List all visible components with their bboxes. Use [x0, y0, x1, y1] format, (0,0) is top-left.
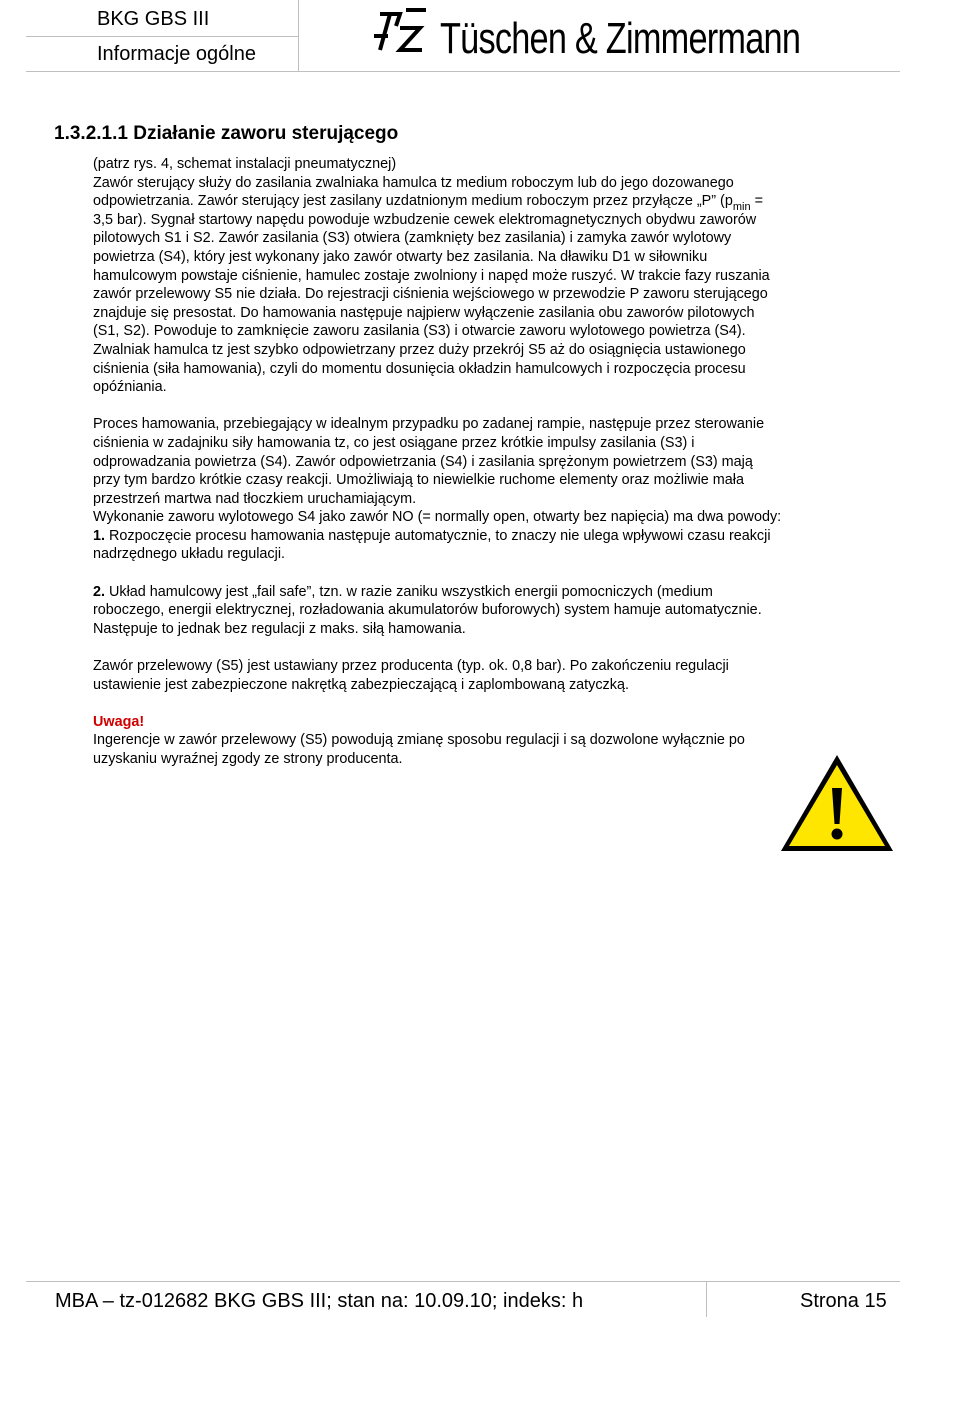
reason-1-text: Rozpoczęcie procesu hamowania następuje automatycznie, to znaczy nie ulega wpływowi czasu reakcji nadrzędnego układu regulacji. [93, 527, 771, 563]
footer-line [26, 1281, 900, 1282]
footer-page-number: Strona 15 [800, 1290, 887, 1312]
header-title: BKG GBS III [97, 8, 210, 30]
company-name: Tüschen & Zimmermann [440, 14, 801, 63]
warning-text: Ingerencje w zawór przelewowy (S5) powodują zmianę sposobu regulacji i są dozwolone wyłącznie po uzyskaniu wyraźnej zgody ze strony producenta. [93, 732, 745, 767]
paragraph-intro [93, 155, 783, 397]
page-header [0, 0, 960, 80]
reason-2-text: Układ hamulcowy jest „fail safe”, tzn. w razie zaniku wszystkich energii pomocniczych (medium roboczego, energii elektrycznej, rozładowania akumulatorów buforowych) system hamuje automatycznie. Następuje to jednak bez regulacji z maks. siłą hamowania. [93, 583, 762, 637]
paragraph-text: Zawór sterujący służy do zasilania zwalniaka hamulca tz medium roboczym lub do jego dozowanego odpowietrzania. Zawór sterujący jest zasilany uzdatnionym medium roboczym przez przyłącze „P” (p [93, 174, 734, 210]
paragraph-text-cont: = 3,5 bar). Sygnał startowy napędu powoduje wzbudzenie cewek elektromagnetycznych obydwu zaworów pilotowych S1 i S2. Zawór zasilania (S3) otwiera (zamknięty bez zasilania) i zamyka zawór wylotowy powietrza (S4), który jest wykonany jako zawór otwarty bez zasilania. Na dławiku D1 w siłowniku hamulcowym powstaje ciśnienie, hamulec zostaje zwolniony i napęd może ruszyć. W trakcie fazy ruszania zawór przelewowy S5 nie działa. Do rejestracji ciśnienia wejściowego w przewodzie P zaworu sterującego znajduje się presostat. Do hamowania następuje najpierw wyłączenie zasilania obu zaworów pilotowych (S1, S2). Powoduje to zamknięcie zaworu zasilania (S3) i otwarcie zaworu wylotowego powietrza (S4). Zwalniak hamulca tz jest szybko odpowietrzany przez duży przekrój S5 aż do osiągnięcia ustawionego ciśnienia (siła hamowania), czyli do momentu dosunięcia okładzin hamulcowych i rozpoczęcia procesu opóźniania. [93, 193, 770, 396]
tz-logo-icon [366, 6, 432, 56]
subscript-min: min [732, 201, 751, 214]
paragraph-braking: Proces hamowania, przebiegający w idealnym przypadku po zadanej rampie, następuje przez sterowanie ciśnienia w zadajniku siły hamowania tz, co jest osiągane przez krótkie impulsy zasilania (S3) i odprowadzania powietrza (S4). Zawór odpowietrzania (S4) i zasilania sprężonym powietrzem (S3) mają przy tym bardzo krótkie czasy reakcji. Umożliwiają to niewielkie ruchome elementy oraz możliwie mała przestrzeń martwa nad tłoczkiem uruchamiającym. [93, 416, 765, 507]
document-body [93, 155, 783, 769]
paragraph-relief-valve: Zawór przelewowy (S5) jest ustawiany przez producenta (typ. ok. 0,8 bar). Po zakończeniu regulacji ustawienie jest zabezpieczone nakrętką zabezpieczającą i zaplombowaną zatyczką. [93, 658, 729, 693]
warning-title: Uwaga! [93, 713, 145, 730]
header-divider [26, 36, 298, 37]
paragraph-ref: (patrz rys. 4, schemat instalacji pneumatycznej) [93, 156, 397, 172]
reason-2-number: 2. [93, 583, 106, 600]
footer-document-id: MBA – tz-012682 BKG GBS III; stan na: 10.09.10; indeks: h [55, 1290, 584, 1312]
reason-1-number: 1. [93, 527, 106, 544]
reason-2 [93, 583, 783, 639]
header-bottom-line [26, 71, 900, 72]
footer-separator [706, 1281, 707, 1317]
header-subtitle: Informacje ogólne [97, 43, 256, 65]
header-separator [298, 0, 299, 72]
section-title: 1.3.2.1.1 Działanie zaworu sterującego [54, 123, 399, 144]
paragraph-no-valve: Wykonanie zaworu wylotowego S4 jako zawór NO (= normally open, otwarty bez napięcia) ma dwa powody: [93, 509, 782, 526]
reason-1 [93, 527, 783, 564]
warning-triangle-icon [778, 752, 896, 854]
